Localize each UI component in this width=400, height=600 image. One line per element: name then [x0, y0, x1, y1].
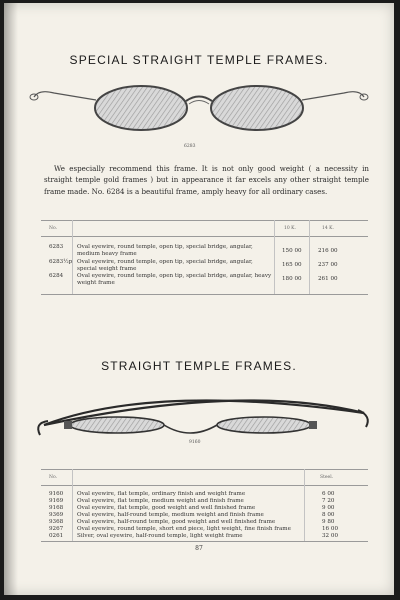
table1-header-14k: 14 K.: [322, 226, 334, 231]
table-row-no: 9168: [49, 505, 64, 511]
table-row-price-steel: 6 00: [322, 491, 335, 497]
page-number: 87: [195, 545, 203, 552]
table-row-price-10k: 180 00: [282, 276, 302, 282]
table-row-price-10k: 165 00: [282, 262, 302, 268]
table-row-no: 9368: [49, 519, 64, 525]
table2-header-steel: Steel.: [320, 475, 334, 480]
table1-header-no: No.: [49, 226, 57, 231]
table-row-no: 9160: [49, 491, 64, 497]
table-row-no: 6283: [49, 244, 64, 250]
table-row-desc: Oval eyewire, flat temple, medium weight and finish frame: [77, 498, 244, 504]
table-row-no: 9169: [49, 498, 64, 504]
table-row-price-steel: 9 00: [322, 505, 335, 511]
table-row-no: 9369: [49, 512, 64, 518]
table-row-no: 6283½p: [49, 259, 73, 265]
table2-header-no: No.: [49, 475, 57, 480]
table-row-desc: Silver, oval eyewire, half-round temple, light weight frame: [77, 533, 243, 539]
section2-title: STRAIGHT TEMPLE FRAMES.: [101, 359, 297, 373]
table-row-desc: Oval eyewire, flat temple, good weight and well finished frame: [77, 505, 256, 511]
table-row-desc: Oval eyewire, round temple, short end piece, light weight, fine finish frame: [77, 526, 291, 532]
oval-spectacles-illustration: [4, 75, 394, 155]
table-row-price-steel: 7 20: [322, 498, 335, 504]
section1-title: SPECIAL STRAIGHT TEMPLE FRAMES.: [69, 53, 329, 67]
table-row-no: 0261: [49, 533, 64, 539]
table-row-price-steel: 32 00: [322, 533, 339, 539]
table-row-desc: Oval eyewire, half-round temple, medium weight and finish frame: [77, 512, 264, 518]
table-row-no: 6284: [49, 273, 64, 279]
figure-number-1: 6283: [184, 144, 196, 149]
table-row-price-14k: 237 00: [318, 262, 338, 268]
table-row-desc: Oval eyewire, round temple, open tip, special bridge, angular, special weight frame: [77, 259, 253, 272]
table-row-price-steel: 8 00: [322, 512, 335, 518]
table-row-price-14k: 261 00: [318, 276, 338, 282]
table-row-price-steel: 9 80: [322, 519, 335, 525]
table-row-price-steel: 16 00: [322, 526, 339, 532]
table-row-desc: Oval eyewire, flat temple, ordinary finish and weight frame: [77, 491, 246, 497]
table-row-desc: Oval eyewire, half-round temple, good weight and well finished frame: [77, 519, 276, 525]
table-row-no: 9267: [49, 526, 64, 532]
description-paragraph: We especially recommend this frame. It is not only good weight ( a necessity in straight temple gold frames ) but in appearance it far excels any other straight temple frame made. No. 6284 is a beautiful frame, amply heavy for all ordinary cases.: [44, 164, 369, 196]
table-row-price-14k: 216 00: [318, 248, 338, 254]
catalog-page: [4, 3, 394, 595]
table-row-desc: Oval eyewire, round temple, open tip, special bridge, angular, heavy weight frame: [77, 273, 272, 286]
table1-header-10k: 10 K.: [284, 226, 296, 231]
table-row-desc: Oval eyewire, round temple, open tip, special bridge, angular, medium heavy frame: [77, 244, 253, 257]
figure-number-2: 9160: [189, 440, 201, 445]
table-row-price-10k: 150 00: [282, 248, 302, 254]
